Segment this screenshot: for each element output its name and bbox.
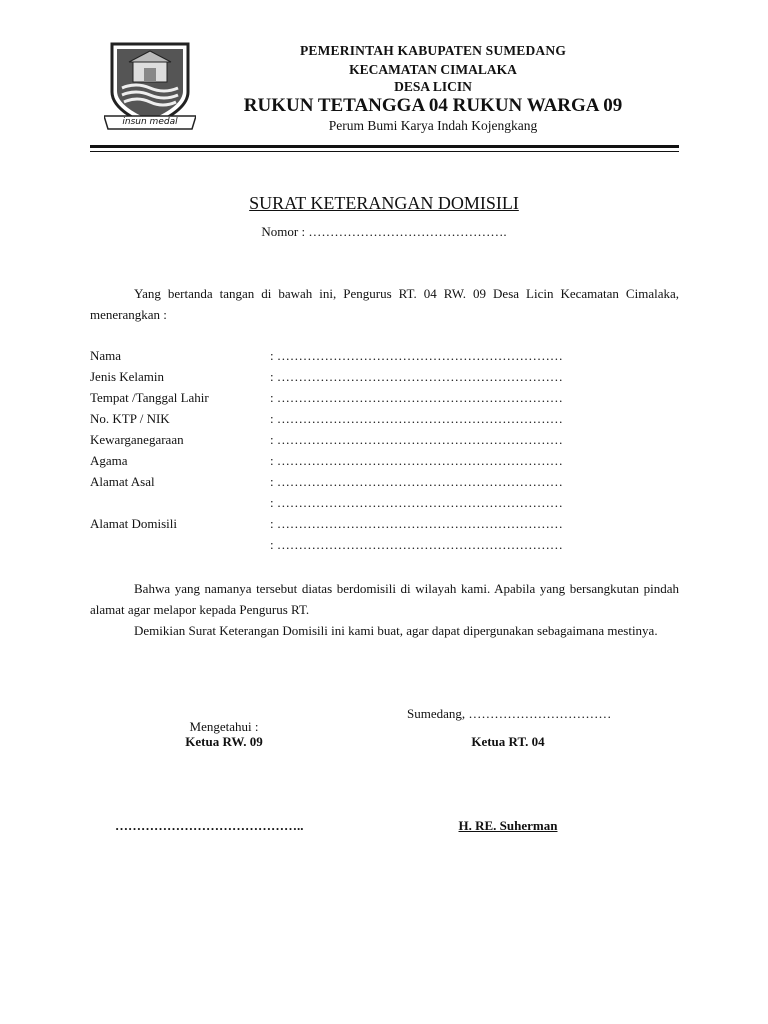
statement-paragraph: Bahwa yang namanya tersebut diatas berdomisili di wilayah kami. Apabila yang bersangkutan pindah alamat agar melapor kepada Pengurus RT. (90, 581, 679, 617)
rt-signatory-name: H. RE. Suherman (458, 818, 558, 833)
field-value-ktp: : ………………………………………………………… (270, 411, 563, 426)
header-rule-thin (90, 151, 679, 152)
field-label-ttl: Tempat /Tanggal Lahir (90, 390, 209, 405)
field-value-kewarganegaraan: : ………………………………………………………… (270, 432, 563, 447)
field-value-ttl: : ………………………………………………………… (270, 390, 563, 405)
field-value-jenis-kelamin: : ………………………………………………………… (270, 369, 563, 384)
field-value-alamat-asal-2: : ………………………………………………………… (270, 495, 563, 510)
field-label-jenis-kelamin: Jenis Kelamin (90, 369, 165, 384)
field-value-nama: : ………………………………………………………… (270, 348, 563, 363)
field-label-ktp: No. KTP / NIK (90, 411, 170, 426)
header-district: KECAMATAN CIMALAKA (349, 62, 517, 77)
emblem-ribbon-text: insun medal (122, 117, 178, 127)
field-label-alamat-asal: Alamat Asal (90, 474, 155, 489)
header-address: Perum Bumi Karya Indah Kojengkang (328, 118, 538, 133)
rw-signatory-name: …………………………………….. (115, 818, 304, 833)
rt-title: Ketua RT. 04 (471, 734, 545, 749)
closing-paragraph: Demikian Surat Keterangan Domisili ini kami buat, agar dapat dipergunakan sebagaimana mestinya. (134, 623, 658, 638)
document-title: SURAT KETERANGAN DOMISILI (249, 193, 519, 213)
field-label-alamat-domisili: Alamat Domisili (90, 516, 178, 531)
header-regency: PEMERINTAH KABUPATEN SUMEDANG (299, 43, 567, 58)
acknowledge-label: Mengetahui : (189, 719, 259, 734)
place-date: Sumedang, …………………………… (407, 706, 612, 721)
header-rt-rw: RUKUN TETANGGA 04 RUKUN WARGA 09 (243, 95, 623, 116)
field-value-alamat-domisili-2: : ………………………………………………………… (270, 537, 563, 552)
field-value-agama: : ………………………………………………………… (270, 453, 563, 468)
header-village: DESA LICIN (394, 79, 472, 94)
field-label-nama: Nama (90, 348, 122, 363)
header-rule-thick (90, 145, 679, 148)
intro-paragraph: Yang bertanda tangan di bawah ini, Pengurus RT. 04 RW. 09 Desa Licin Kecamatan Cimalaka, menerangkan : (90, 286, 679, 322)
field-value-alamat-asal: : ………………………………………………………… (270, 474, 563, 489)
rw-title: Ketua RW. 09 (185, 734, 263, 749)
field-label-agama: Agama (90, 453, 128, 468)
field-label-kewarganegaraan: Kewarganegaraan (90, 432, 184, 447)
field-value-alamat-domisili: : ………………………………………………………… (270, 516, 563, 531)
document-number: Nomor : ………………………………………. (261, 224, 507, 239)
